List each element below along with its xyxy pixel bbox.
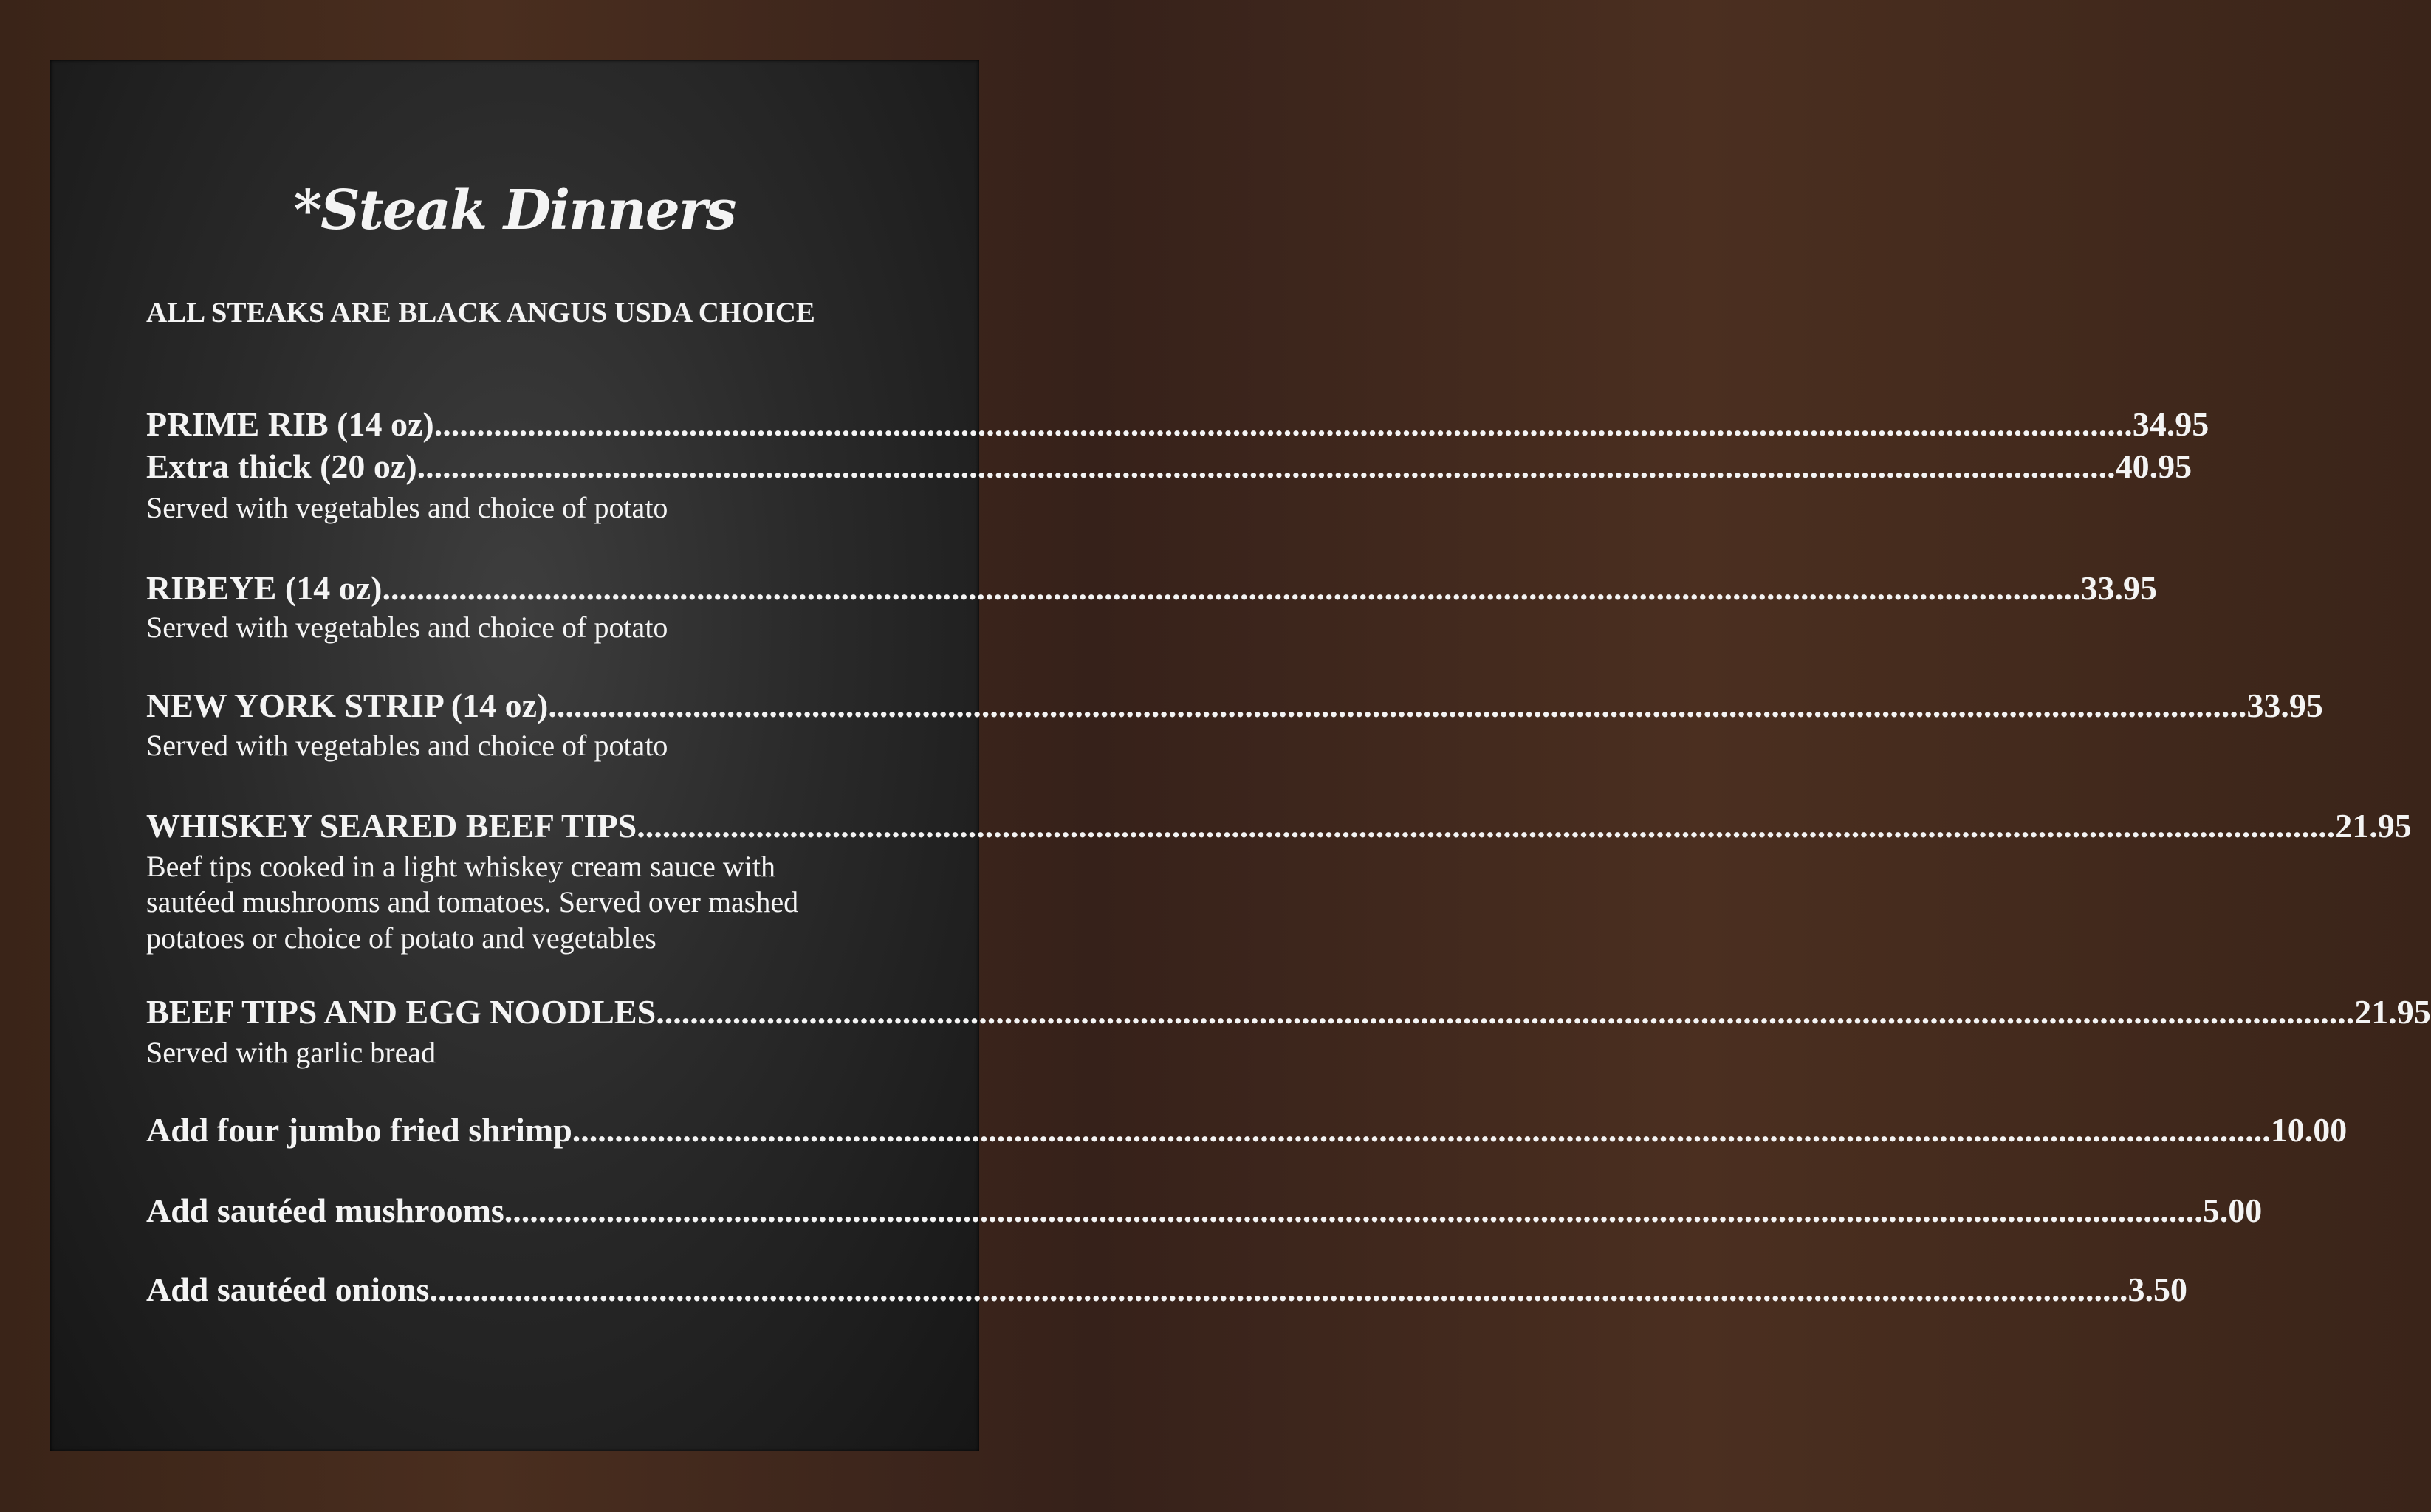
item-name: Add four jumbo fried shrimp <box>146 1111 572 1149</box>
addon-mushrooms <box>146 1192 2263 1230</box>
leader-dots: ........................................................................................................................................................................................................ <box>656 993 2355 1031</box>
menu-subtitle: ALL STEAKS ARE BLACK ANGUS USDA CHOICE <box>146 297 815 329</box>
item-name: NEW YORK STRIP (14 oz) <box>146 687 549 724</box>
addon-onions <box>146 1271 2187 1309</box>
item-name: RIBEYE (14 oz) <box>146 569 383 607</box>
item-description: Beef tips cooked in a light whiskey cream sauce with <box>146 850 775 883</box>
leader-dots: ........................................................................................................................................................................................................ <box>572 1111 2271 1149</box>
item-price: 21.95 <box>2354 993 2431 1031</box>
menu-item-ribeye <box>146 569 2157 608</box>
item-description: Served with vegetables and choice of potato <box>146 729 668 762</box>
item-price: 21.95 <box>2335 807 2412 845</box>
menu-item-extra-thick <box>146 447 2192 486</box>
leader-dots: ........................................................................................................................................................................................................ <box>433 405 2133 443</box>
item-name: PRIME RIB (14 oz) <box>146 405 434 443</box>
item-description: sautéed mushrooms and tomatoes. Served over mashed <box>146 885 799 918</box>
leader-dots: ........................................................................................................................................................................................................ <box>504 1192 2203 1229</box>
addon-shrimp <box>146 1111 2348 1150</box>
item-description: Served with vegetables and choice of potato <box>146 611 668 644</box>
leader-dots: ........................................................................................................................................................................................................ <box>382 569 2081 607</box>
menu-title: *Steak Dinners <box>293 179 736 242</box>
item-description: Served with garlic bread <box>146 1036 436 1069</box>
leader-dots: ........................................................................................................................................................................................................ <box>637 807 2336 845</box>
item-name: Add sautéed onions <box>146 1271 430 1308</box>
item-name: WHISKEY SEARED BEEF TIPS <box>146 807 637 845</box>
item-price: 3.50 <box>2127 1271 2187 1308</box>
menu-item-prime-rib <box>146 405 2209 444</box>
item-description: Served with vegetables and choice of potato <box>146 491 668 524</box>
item-name: BEEF TIPS AND EGG NOODLES <box>146 993 656 1031</box>
menu-item-whiskey-beef-tips <box>146 807 2412 845</box>
item-price: 10.00 <box>2270 1111 2348 1149</box>
item-price: 34.95 <box>2132 405 2209 443</box>
menu-item-beef-tips-noodles <box>146 993 2431 1031</box>
item-price: 40.95 <box>2115 447 2192 485</box>
item-price: 5.00 <box>2202 1192 2263 1229</box>
menu-item-new-york-strip <box>146 687 2323 725</box>
leader-dots: ........................................................................................................................................................................................................ <box>416 447 2116 485</box>
item-name: Add sautéed mushrooms <box>146 1192 504 1229</box>
leader-dots: ........................................................................................................................................................................................................ <box>429 1271 2128 1308</box>
item-name: Extra thick (20 oz) <box>146 447 417 485</box>
item-price: 33.95 <box>2246 687 2323 724</box>
leader-dots: ........................................................................................................................................................................................................ <box>548 687 2247 724</box>
item-description: potatoes or choice of potato and vegetables <box>146 921 656 955</box>
item-price: 33.95 <box>2080 569 2157 607</box>
